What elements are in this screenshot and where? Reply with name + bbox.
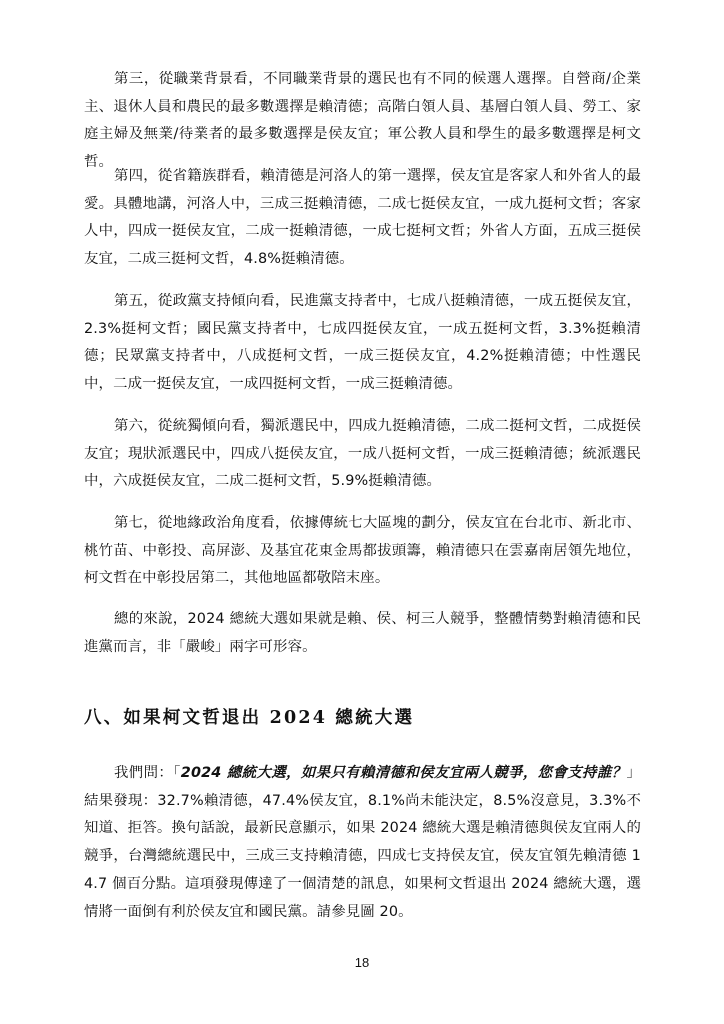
question-text: 2024 總統大選，如果只有賴清德和侯友宜兩人競爭，您會支持誰？ <box>180 765 627 781</box>
question-prefix: 我們問：「 <box>114 765 181 781</box>
paragraph-occupation: 第三，從職業背景看，不同職業背景的選民也有不同的候選人選擇。自營商/企業主、退休人員和農民的最多數選擇是賴清德；高階白領人員、基層白領人員、勞工、家庭主婦及無業/待業者的最多數選擇是侯友宜；軍公教人員和學生的最多數選擇是柯文哲。 <box>84 71 641 171</box>
result-text: 」結果發現：32.7%賴清德，47.4%侯友宜，8.1%尚未能決定，8.5%沒意見，3.3%不知道、拒答。換句話說，最新民意顯示，如果 2024 總統大選是賴清德與侯友宜兩人的競爭，台灣總統選民中，三成三支持賴清德，四成七支持侯友宜，侯友宜領先賴清德 14.7 個百分點。這項發現傳達了一個清楚的訊息，如果柯文哲退出 2024 總統大選，選情將一面倒有利於侯友宜和國民黨。請參見圖 20。 <box>84 765 641 920</box>
paragraph-summary: 總的來說，2024 總統大選如果就是賴、侯、柯三人競爭，整體情勢對賴清德和民進黨而言，非「嚴峻」兩字可形容。 <box>84 611 641 655</box>
paragraph-survey-result <box>84 760 641 926</box>
paragraph-geopolitics: 第七，從地緣政治角度看，依據傳統七大區塊的劃分，侯友宜在台北市、新北市、桃竹苗、中彰投、高屏澎、及基宜花東金馬都拔頭籌，賴清德只在雲嘉南居領先地位，柯文哲在中彰投居第二，其他地區都敬陪末座。 <box>84 515 641 587</box>
paragraph-unification: 第六，從統獨傾向看，獨派選民中，四成九挺賴清德，二成二挺柯文哲，二成挺侯友宜；現狀派選民中，四成八挺侯友宜，一成八挺柯文哲，一成三挺賴清德；統派選民中，六成挺侯友宜，二成二挺柯文哲，5.9%挺賴清德。 <box>84 418 641 490</box>
paragraph-ethnicity: 第四，從省籍族群看，賴清德是河洛人的第一選擇，侯友宜是客家人和外省人的最愛。具體地講，河洛人中，三成三挺賴清德，二成七挺侯友宜，一成九挺柯文哲；客家人中，四成一挺侯友宜，二成一挺賴清德，一成七挺柯文哲；外省人方面，五成三挺侯友宜，二成三挺柯文哲，4.8%挺賴清德。 <box>84 168 641 268</box>
page-number: 18 <box>354 955 370 970</box>
paragraph-party: 第五，從政黨支持傾向看，民進黨支持者中，七成八挺賴清德，一成五挺侯友宜，2.3%挺柯文哲；國民黨支持者中，七成四挺侯友宜，一成五挺柯文哲，3.3%挺賴清德；民眾黨支持者中，八成挺柯文哲，一成三挺侯友宜，4.2%挺賴清德；中性選民中，二成一挺侯友宜，一成四挺柯文哲，一成三挺賴清德。 <box>84 293 641 393</box>
section-heading: 八、如果柯文哲退出 2024 總統大選 <box>84 708 415 728</box>
